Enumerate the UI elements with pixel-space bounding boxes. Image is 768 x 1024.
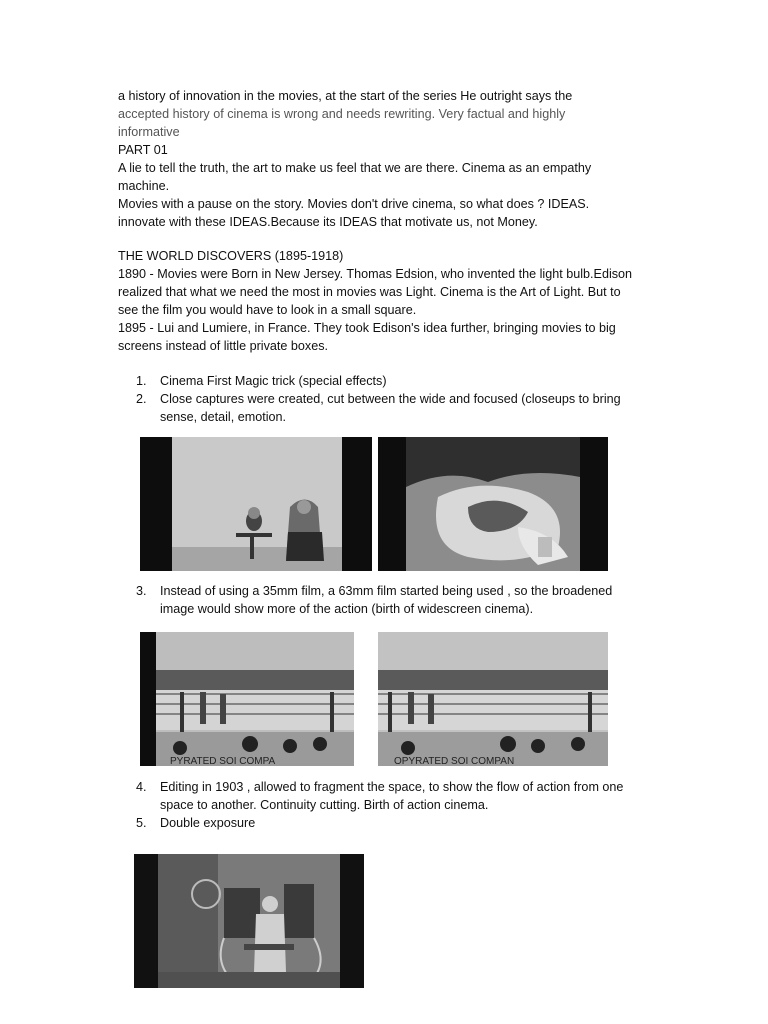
- list-number: 5.: [136, 816, 147, 830]
- film-still-boxing-left: [140, 632, 354, 766]
- list-item: [136, 778, 656, 814]
- film-still-double-exposure: [134, 854, 364, 988]
- list-item-line-1: Close captures were created, cut between the wide and focused (closeups to bring: [160, 392, 621, 406]
- film-still-boxing-right: [378, 632, 608, 766]
- section-title: THE WORLD DISCOVERS (1895-1918): [118, 249, 344, 263]
- list-item-text: [160, 390, 621, 426]
- list-number: 1.: [136, 374, 147, 388]
- intro-line-3: informative: [118, 125, 180, 139]
- p1890-line-2: realized that what we need the most in movies was Light. Cinema is the Art of Light. But to: [118, 285, 621, 299]
- p1895-line-2: screens instead of little private boxes.: [118, 339, 329, 353]
- list-item-line-2: image would show more of the action (birth of widescreen cinema).: [160, 602, 534, 616]
- list-item-line-2: sense, detail, emotion.: [160, 410, 287, 424]
- list-item-line-1: Instead of using a 35mm film, a 63mm film started being used , so the broadened: [160, 584, 613, 598]
- list-item-text: Cinema First Magic trick (special effects): [160, 374, 387, 388]
- list-group-3: [136, 778, 656, 832]
- list-number: 2.: [136, 392, 147, 406]
- list-item-line-2: space to another. Continuity cutting. Birth of action cinema.: [160, 798, 489, 812]
- film-still-magic-trick: [140, 437, 372, 571]
- boxing-caption-right: OPYRATED SOI COMPAN: [394, 756, 515, 766]
- list-item-text: Double exposure: [160, 816, 256, 830]
- list-item-text: [160, 778, 623, 814]
- intro-paragraph: [118, 87, 658, 231]
- list-group-1: [136, 372, 656, 426]
- intro-line-1: a history of innovation in the movies, at the start of the series He outright says the: [118, 89, 573, 103]
- list-item: [136, 582, 656, 618]
- empathy-line-2: machine.: [118, 179, 170, 193]
- part-label: PART 01: [118, 143, 168, 157]
- p1890-line-1: 1890 - Movies were Born in New Jersey. Thomas Edsion, who invented the light bulb.Edison: [118, 267, 633, 281]
- list-item: [136, 372, 656, 390]
- list-item: [136, 814, 656, 832]
- intro-line-2: accepted history of cinema is wrong and needs rewriting. Very factual and highly: [118, 107, 566, 121]
- boxing-caption-left: PYRATED SOI COMPA: [170, 756, 276, 766]
- list-item-line-1: Editing in 1903 , allowed to fragment the space, to show the flow of action from one: [160, 780, 624, 794]
- section-world-discovers: [118, 247, 658, 355]
- list-item-text: [160, 582, 612, 618]
- film-still-closeup: [378, 437, 608, 571]
- list-item: [136, 390, 656, 426]
- ideas-line-1: Movies with a pause on the story. Movies don't drive cinema, so what does ? IDEAS.: [118, 197, 590, 211]
- p1890-line-3: see the film you would have to look in a small square.: [118, 303, 417, 317]
- ideas-line-2: innovate with these IDEAS.Because its IDEAS that motivate us, not Money.: [118, 215, 538, 229]
- list-number: 3.: [136, 584, 147, 598]
- p1895-line-1: 1895 - Lui and Lumiere, in France. They took Edison's idea further, bringing movies to big: [118, 321, 616, 335]
- list-number: 4.: [136, 780, 147, 794]
- list-group-2: [136, 582, 656, 618]
- empathy-line-1: A lie to tell the truth, the art to make us feel that we are there. Cinema as an empathy: [118, 161, 592, 175]
